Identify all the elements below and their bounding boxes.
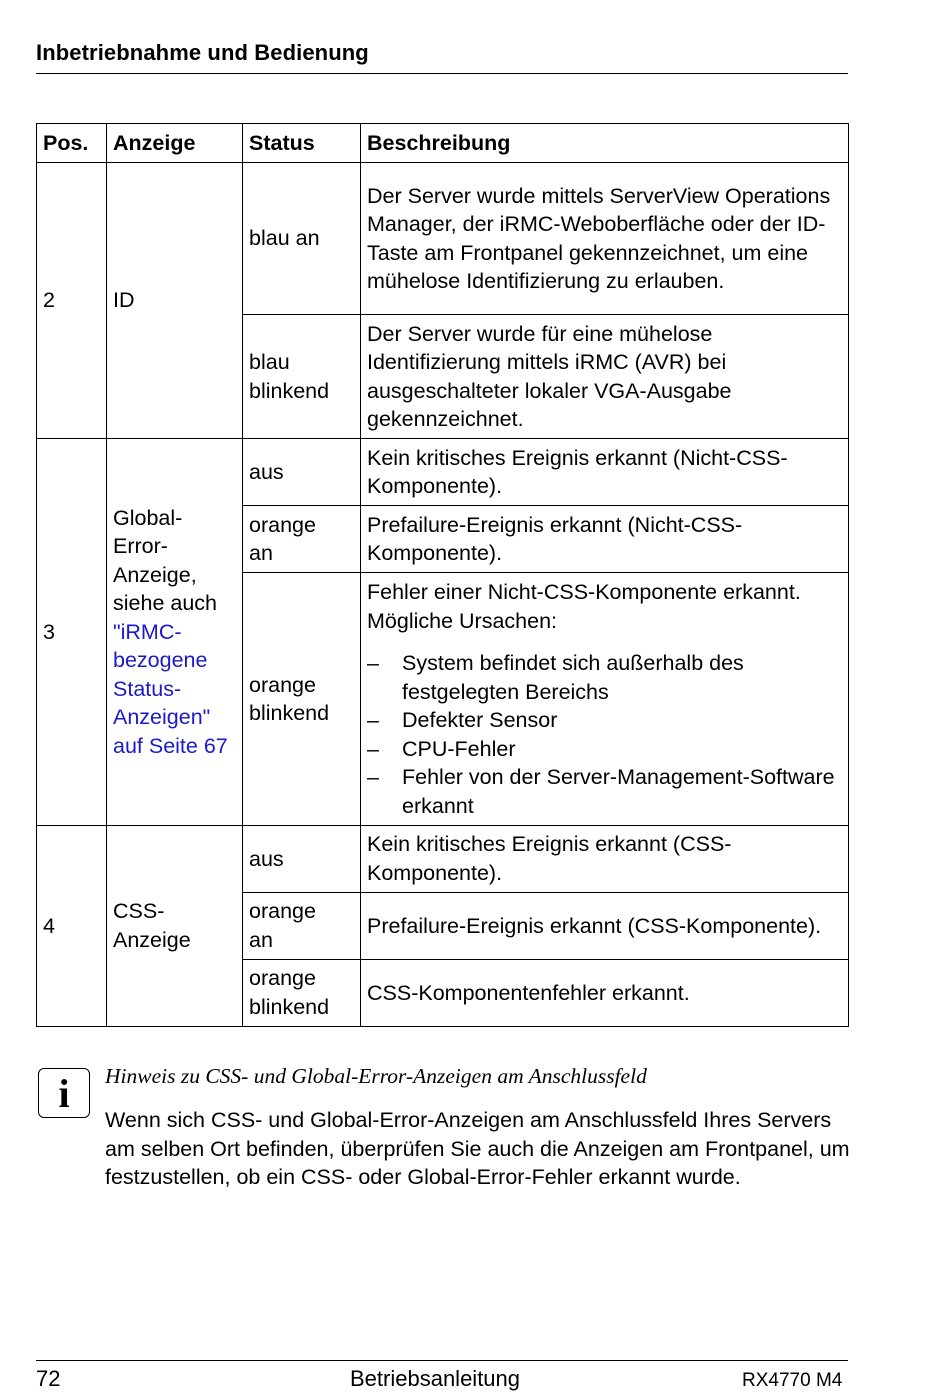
description-cell: Kein kritisches Ereignis erkannt (Nicht-CSS-Komponente). [361,439,849,506]
description-cell: Prefailure-Ereignis erkannt (CSS-Komponente). [361,892,849,959]
anzeige-cell [107,439,243,825]
description-cell [361,573,849,825]
pos-cell: 2 [37,163,107,439]
footer-divider [36,1360,848,1361]
footer-document-title: Betriebsanleitung [350,1366,521,1391]
pos-cell: 3 [37,439,107,825]
info-icon: i [38,1068,90,1118]
status-cell: orange blinkend [243,573,361,825]
anzeige-cell: CSS-Anzeige [107,825,243,1026]
description-cell: Kein kritisches Ereignis erkannt (CSS-Komponente). [361,825,849,892]
anzeige-text: Global-Error-Anzeige, siehe auch [113,505,217,616]
description-cell: Der Server wurde mittels ServerView Operations Manager, der iRMC-Weboberfläche oder der ID-Taste am Frontpanel gekennzeichnet, um eine mühelose Identifizierung zu erlauben. [361,163,849,315]
anzeige-cell: ID [107,163,243,439]
table-row [37,163,849,315]
pos-cell: 4 [37,825,107,1026]
header-divider [36,73,848,74]
footer-model: RX4770 M4 [742,1370,843,1391]
list-item: – Fehler von der Server-Management-Software erkannt [367,763,842,820]
table-row [37,825,849,892]
status-cell: orange an [243,892,361,959]
description-cell: Prefailure-Ereignis erkannt (Nicht-CSS-Komponente). [361,506,849,573]
list-item: – CPU-Fehler [367,735,842,764]
column-header-anzeige: Anzeige [107,124,243,163]
table-header-row [37,124,849,163]
column-header-pos: Pos. [37,124,107,163]
page-number: 72 [36,1366,61,1391]
status-cell: blau an [243,163,361,315]
cross-reference-link[interactable]: "iRMC-bezogene Status-Anzeigen" auf Seite 67 [113,619,228,758]
description-cell: CSS-Komponentenfehler erkannt. [361,959,849,1026]
column-header-beschreibung: Beschreibung [361,124,849,163]
list-item: – System befindet sich außerhalb des festgelegten Bereichs [367,649,842,706]
column-header-status: Status [243,124,361,163]
list-item: – Defekter Sensor [367,706,842,735]
description-cell: Der Server wurde für eine mühelose Identifizierung mittels iRMC (AVR) bei ausgeschalteter lokaler VGA-Ausgabe gekennzeichnet. [361,315,849,439]
table-row [37,439,849,506]
note-title: Hinweis zu CSS- und Global-Error-Anzeigen am Anschlussfeld [105,1064,647,1088]
note-body: Wenn sich CSS- und Global-Error-Anzeigen am Anschlussfeld Ihres Servers am selben Ort befinden, überprüfen Sie auch die Anzeigen am Frontpanel, um festzustellen, ob ein CSS- oder Global-Error-Fehler erkannt wurde. [105,1108,850,1189]
status-cell: orange blinkend [243,959,361,1026]
status-cell: aus [243,825,361,892]
status-cell: blau blinkend [243,315,361,439]
cause-list [367,649,842,820]
status-indicator-table [36,123,849,1027]
status-cell: aus [243,439,361,506]
page-header-title: Inbetriebnahme und Bedienung [36,40,369,65]
status-cell: orange an [243,506,361,573]
description-intro: Fehler einer Nicht-CSS-Komponente erkannt. Mögliche Ursachen: [367,580,801,633]
